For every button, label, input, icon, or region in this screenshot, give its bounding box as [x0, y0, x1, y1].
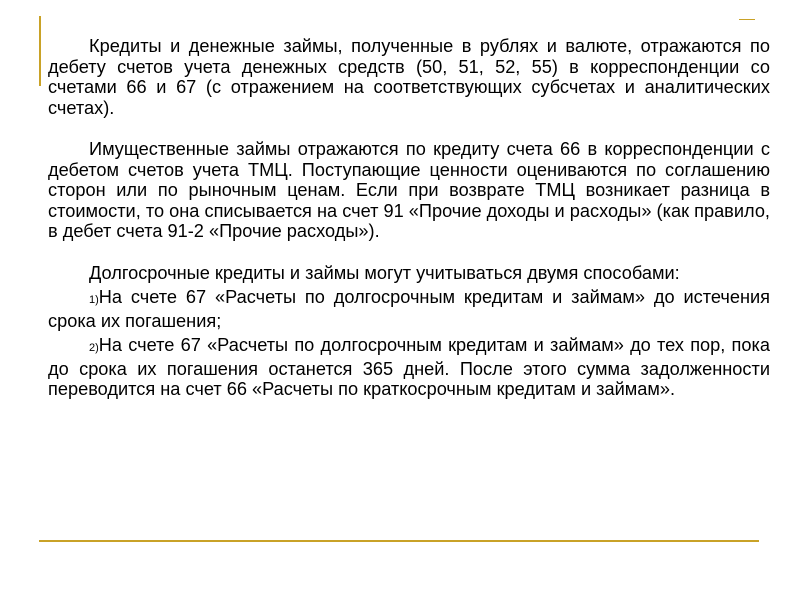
- slide-text-body: [48, 36, 770, 400]
- list-item: [48, 335, 770, 400]
- accent-line-left: [39, 16, 41, 86]
- paragraph-loans-in-rubles: Кредиты и денежные займы, полученные в рублях и валюте, отражаются по дебету счетов учета денежных средств (50, 51, 52, 55) в корреспонденции со счетами 66 и 67 (с отражением на соответствующих субсчетах и аналитических счетах).: [48, 36, 770, 118]
- list-item-text: На счете 67 «Расчеты по долгосрочным кредитам и займам» до тех пор, пока до срока их погашения останется 365 дней. После этого сумма задолженности переводится на счет 66 «Расчеты по краткосрочным кредитам и займам».: [48, 335, 770, 399]
- list-item-number: 2): [89, 342, 99, 354]
- accent-line-top: [739, 19, 755, 20]
- list-item-text: На счете 67 «Расчеты по долгосрочным кредитам и займам» до истечения срока их погашения;: [48, 287, 770, 331]
- accent-line-bottom: [39, 540, 759, 542]
- list-item-number: 1): [89, 294, 99, 306]
- list-item: [48, 287, 770, 331]
- paragraph-long-term-loans: Долгосрочные кредиты и займы могут учитываться двумя способами:: [89, 262, 680, 283]
- paragraph-property-loans: Имущественные займы отражаются по кредиту счета 66 в корреспонденции с дебетом счетов учета ТМЦ. Поступающие ценности оцениваются по соглашению сторон или по рыночным ценам. Если при возврате ТМЦ возникает разница в стоимости, то она списывается на счет 91 «Прочие доходы и расходы» (как правило, в дебет счета 91-2 «Прочие расходы»).: [48, 139, 770, 241]
